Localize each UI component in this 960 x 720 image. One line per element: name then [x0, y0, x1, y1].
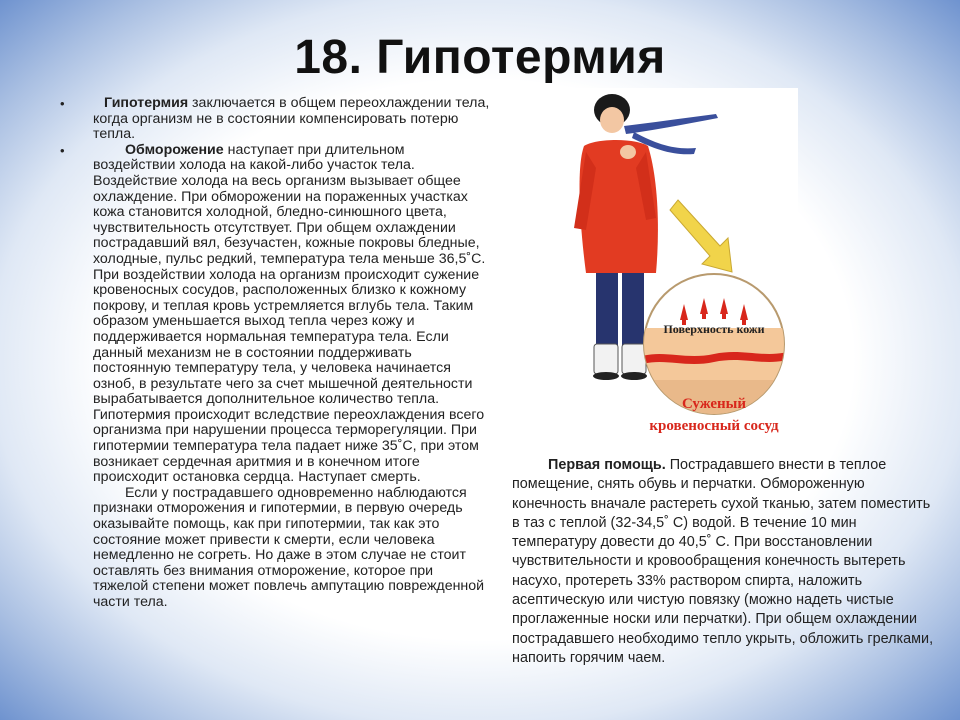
- skin-surface-label: Поверхность кожи: [663, 322, 765, 336]
- bullet-item-frostbite: [60, 143, 490, 611]
- first-aid-body: Пострадавшего внести в теплое помещение, снять обувь и перчатки. Обмороженную конечность вначале растереть сухой тканью, затем поместить в таз с теплой (32-34,5˚ С) водой. В течение 10 мин температуру довести до 40,5˚ С. При восстановлении чувствительности и кровообращения конечность вытереть насухо, протереть 33% раствором спирта, наложить асептическую или чистую повязку (можно надеть чистые проглаженные носки или перчатки). При общем охлаждении пострадавшего необходимо тепло укрыть, обложить грелками, напоить горячим чаем.: [512, 457, 934, 666]
- hypothermia-illustration: [556, 88, 798, 442]
- scarf-icon: [624, 114, 718, 134]
- bullet-icon: •: [60, 96, 65, 111]
- first-aid-term: Первая помощь.: [548, 457, 666, 473]
- first-aid-text: [512, 456, 937, 668]
- face-icon: [600, 107, 624, 133]
- slide-title: 18. Гипотермия: [294, 31, 666, 84]
- boot-icon: [594, 344, 618, 374]
- definition-frostbite: наступает при длительном воздействии холода на какой-либо участок тела. Воздействие холода на весь организм вызывает общее охлаждение. При обморожении на пораженных участках кожа становится холодной, бледно-синюшного цвета, чувствительность отсутствует. При общем охлаждении пострадавший вял, безучастен, кожные покровы бледные, холодные, пульс редкий, температура тела меньше 36,5˚С. При воздействии холода на организм происходит сужение кровеносных сосудов, расположенных близко к кожному покрову, и теплая кровь устремляется вглубь тела. Таким образом уменьшается выход тепла через кожу и поддерживается нормальная температура тела. Если данный механизм не в состоянии поддерживать постоянную температуру тела, у человека начинается озноб, в результате чего за счет мышечной деятельности вырабатывается дополнительное количество тепла. Гипотермия происходит вследствие переохлаждения всего организма при нарушении процесса терморегуляции. При гипотермии температура тела падает ниже 35˚С, при этом возникает сердечная аритмия и в конечном итоге происходит остановка сердца. Наступает смерть.: [93, 141, 486, 486]
- arrow-icon: [670, 200, 732, 272]
- term-frostbite: Обморожение: [125, 141, 224, 158]
- vessel-label-line2: кровеносный сосуд: [649, 418, 779, 434]
- vessel-label-line1: Суженый: [681, 396, 747, 412]
- term-hypothermia: Гипотермия: [104, 95, 189, 111]
- definition-hypothermia: заключается в общем переохлаждении тела, когда организм не в состоянии компенсировать потерю тепла.: [93, 95, 490, 143]
- left-text-column: [60, 96, 490, 611]
- bullet-item-hypothermia: [60, 96, 490, 143]
- pants-icon: [596, 273, 618, 348]
- bullet-icon: •: [60, 142, 65, 158]
- cold-person-figure: [556, 88, 798, 442]
- frostbite-paragraph-2: Если у пострадавшего одновременно наблюдаются признаки отморожения и гипотермии, в первую очередь оказывайте помощь, как при гипотермии, так как это состояние может привести к смерти, если человека немедленно не согреть. Но даже в этом случае не стоит оставлять без внимания отморожение, которое при тяжелой степени может повлечь ампутацию поврежденной части тела.: [93, 484, 485, 610]
